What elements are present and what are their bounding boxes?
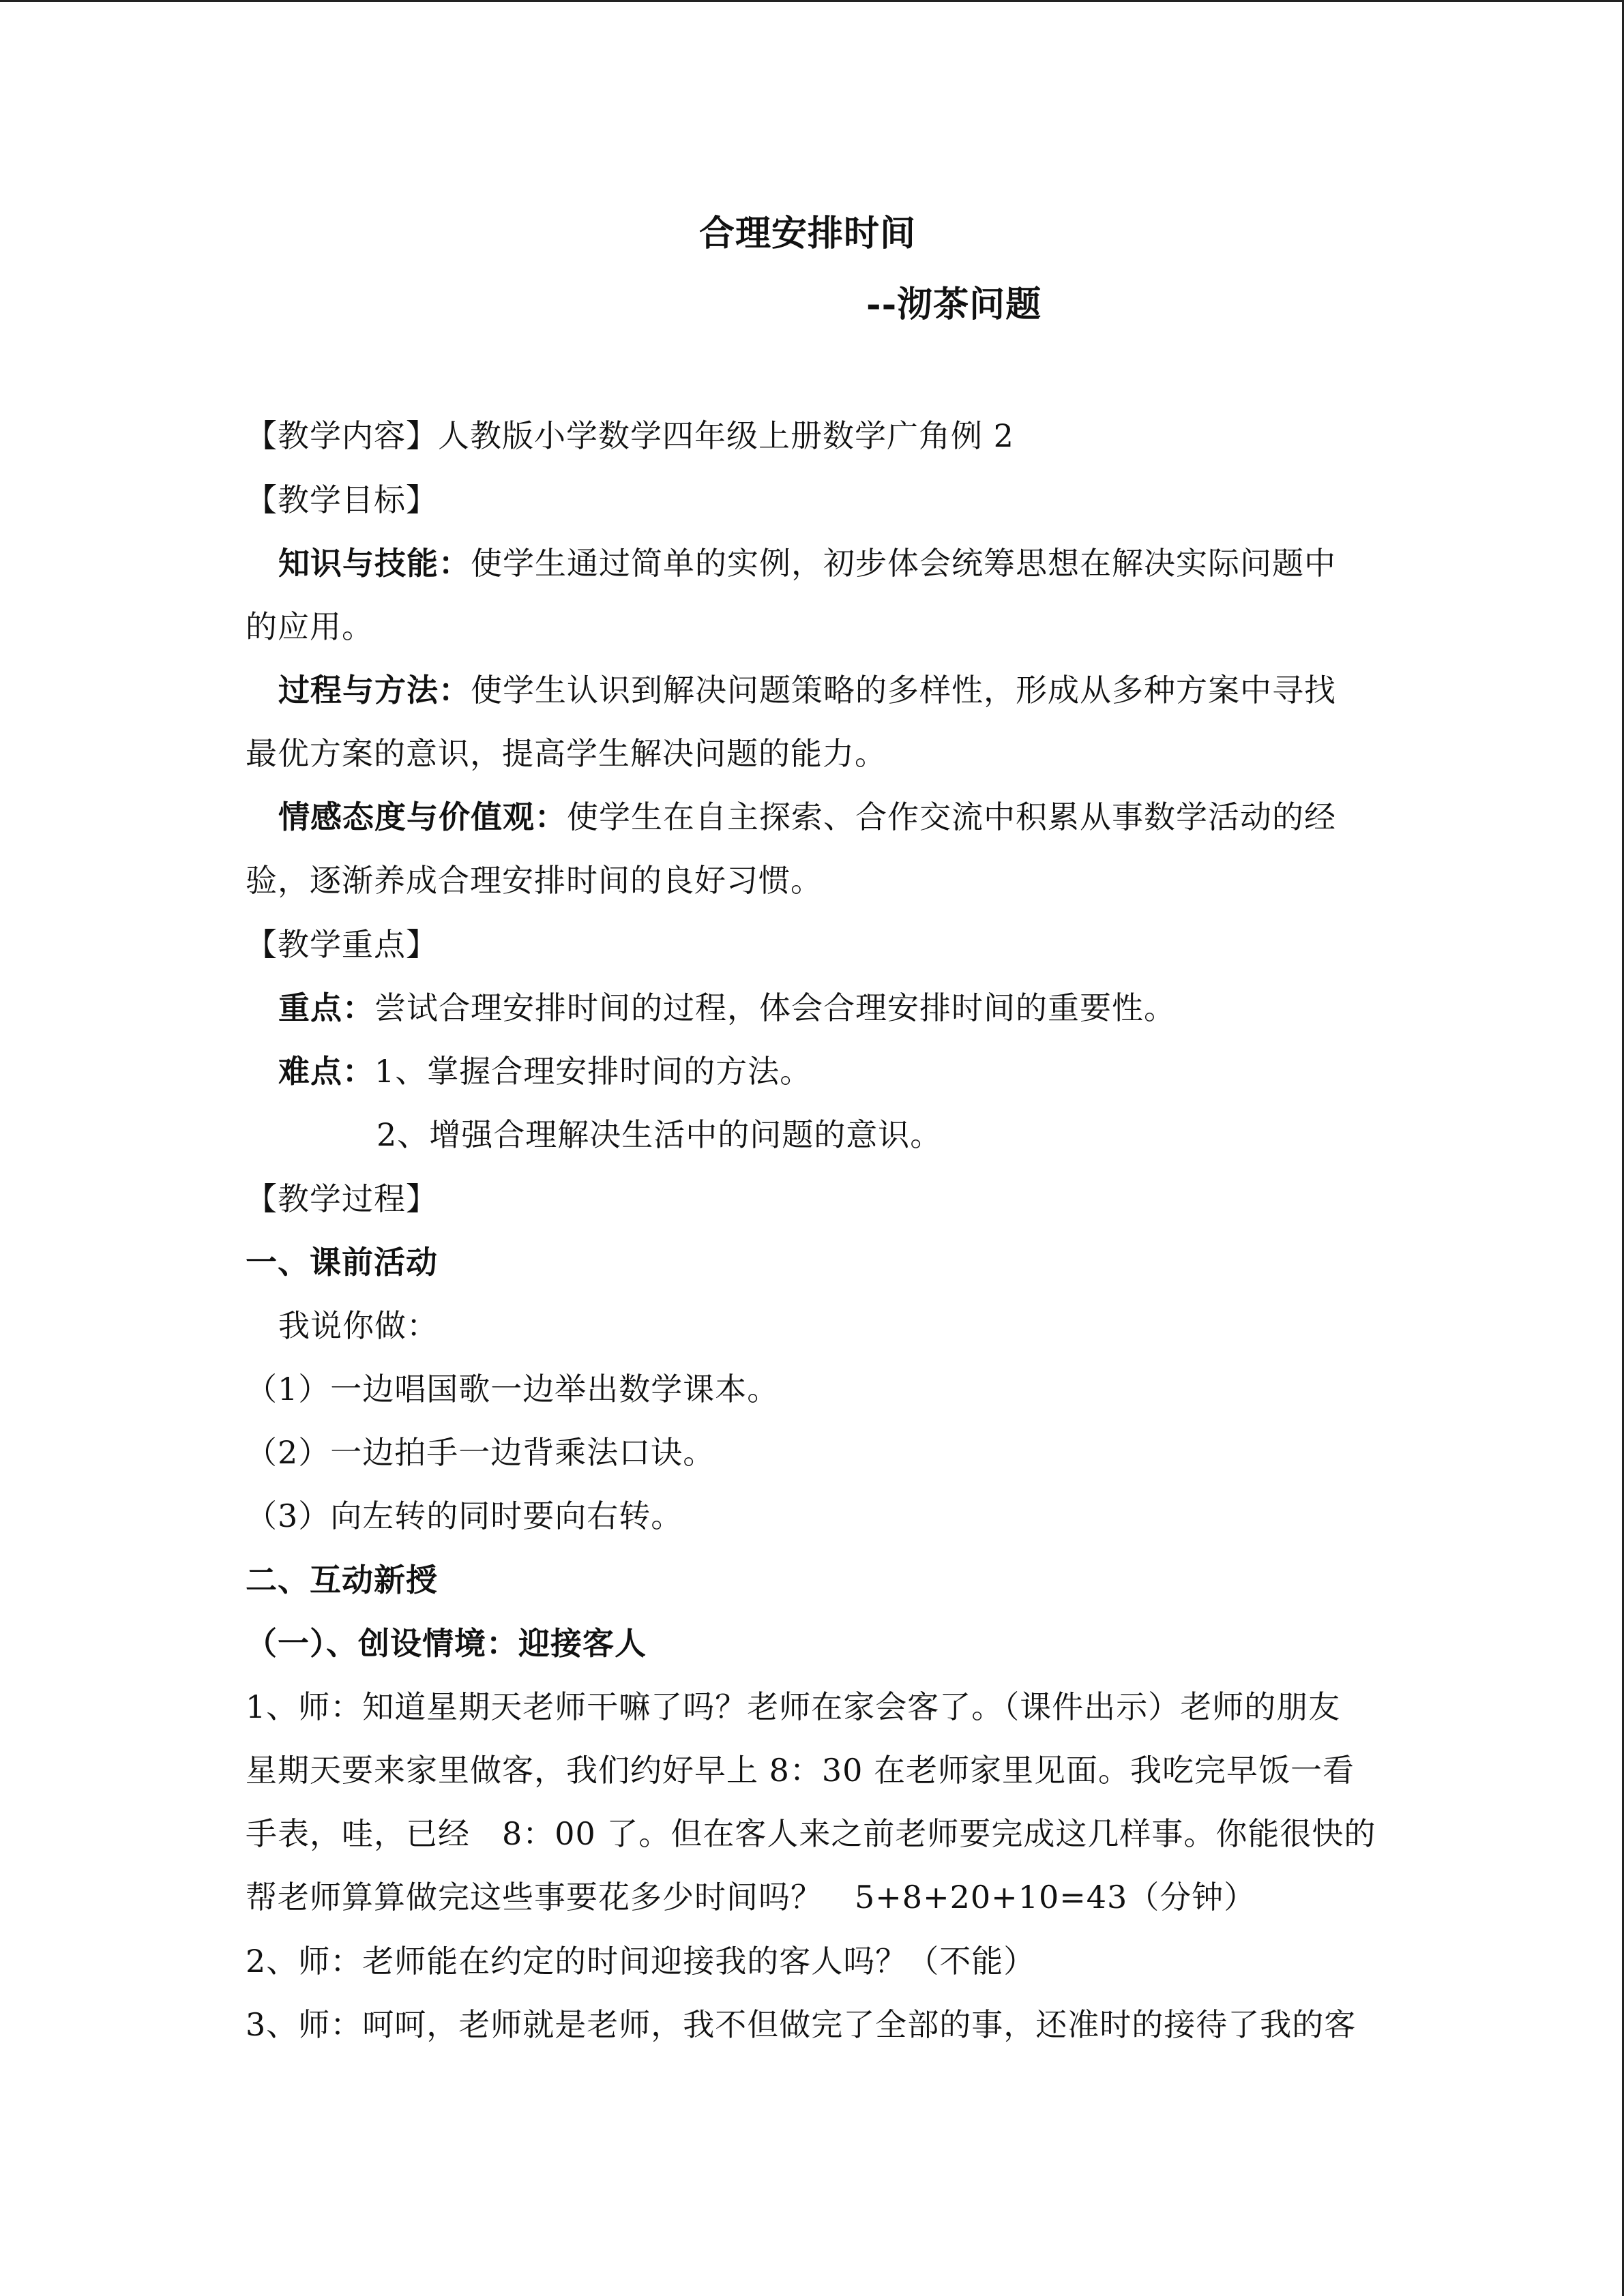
goal-emotion-text: 使学生在自主探索、合作交流中积累从事数学活动的经 bbox=[567, 799, 1336, 835]
goal-process-term: 过程与方法： bbox=[278, 672, 471, 709]
difficulty-text-2: 2、增强合理解决生活中的问题的意识。 bbox=[377, 1116, 943, 1153]
list-item: （1）一边唱国歌一边举出数学课本。 bbox=[246, 1371, 780, 1407]
paragraph-line: 3、师：呵呵，老师就是老师，我不但做完了全部的事，还准时的接待了我的客 bbox=[246, 2006, 1357, 2043]
goal-emotion bbox=[278, 796, 1336, 837]
process-label: 【教学过程】 bbox=[246, 1180, 438, 1217]
content-text: 人教版小学数学四年级上册数学广角例 2 bbox=[438, 417, 1014, 454]
section2-subheading: （一）、创设情境：迎接客人 bbox=[246, 1625, 647, 1662]
paragraph-line: 手表，哇，已经 8：00 了。但在客人来之前老师要完成这几样事。你能很快的 bbox=[246, 1815, 1376, 1852]
paragraph-line: 星期天要来家里做客，我们约好早上 8：30 在老师家里见面。我吃完早饭一看 bbox=[246, 1752, 1355, 1789]
document-subtitle: --沏茶问题 bbox=[866, 284, 1042, 325]
paragraph-line: 帮老师算算做完这些事要花多少时间吗？ 5+8+20+10=43（分钟） bbox=[246, 1879, 1256, 1915]
list-item: （2）一边拍手一边背乘法口诀。 bbox=[246, 1434, 715, 1471]
difficulty-term: 难点： bbox=[278, 1053, 374, 1090]
paragraph-line: 1、师：知道星期天老师干嘛了吗？老师在家会客了。（课件出示）老师的朋友 bbox=[246, 1688, 1341, 1725]
keypoints-label: 【教学重点】 bbox=[246, 926, 438, 963]
document-title: 合理安排时间 bbox=[699, 213, 917, 254]
goal-process bbox=[278, 670, 1336, 711]
goals-label: 【教学目标】 bbox=[246, 481, 438, 518]
goal-knowledge-term: 知识与技能： bbox=[278, 545, 471, 582]
section1-heading: 一、课前活动 bbox=[246, 1244, 438, 1281]
key-point bbox=[278, 987, 1176, 1028]
goal-process-text: 使学生认识到解决问题策略的多样性，形成从多种方案中寻找 bbox=[471, 672, 1336, 709]
list-item: （3）向左转的同时要向右转。 bbox=[246, 1497, 683, 1534]
difficulty-text-1: 1、掌握合理安排时间的方法。 bbox=[374, 1053, 812, 1090]
section1-intro: 我说你做： bbox=[278, 1307, 439, 1344]
key-point-term: 重点： bbox=[278, 989, 374, 1026]
goal-knowledge-cont: 的应用。 bbox=[246, 608, 374, 645]
section2-heading: 二、互动新授 bbox=[246, 1562, 438, 1598]
paragraph-line: 2、师：老师能在约定的时间迎接我的客人吗？（不能） bbox=[246, 1943, 1036, 1980]
key-point-text: 尝试合理安排时间的过程，体会合理安排时间的重要性。 bbox=[374, 989, 1176, 1026]
content-line bbox=[246, 415, 1014, 456]
goal-emotion-term: 情感态度与价值观： bbox=[278, 799, 567, 835]
goal-process-cont: 最优方案的意识，提高学生解决问题的能力。 bbox=[246, 735, 887, 772]
goal-knowledge-text: 使学生通过简单的实例，初步体会统筹思想在解决实际问题中 bbox=[471, 545, 1336, 582]
goal-knowledge bbox=[278, 543, 1336, 584]
difficulty-point bbox=[278, 1051, 812, 1092]
goal-emotion-cont: 验，逐渐养成合理安排时间的良好习惯。 bbox=[246, 862, 823, 899]
content-label: 【教学内容】 bbox=[246, 417, 438, 454]
